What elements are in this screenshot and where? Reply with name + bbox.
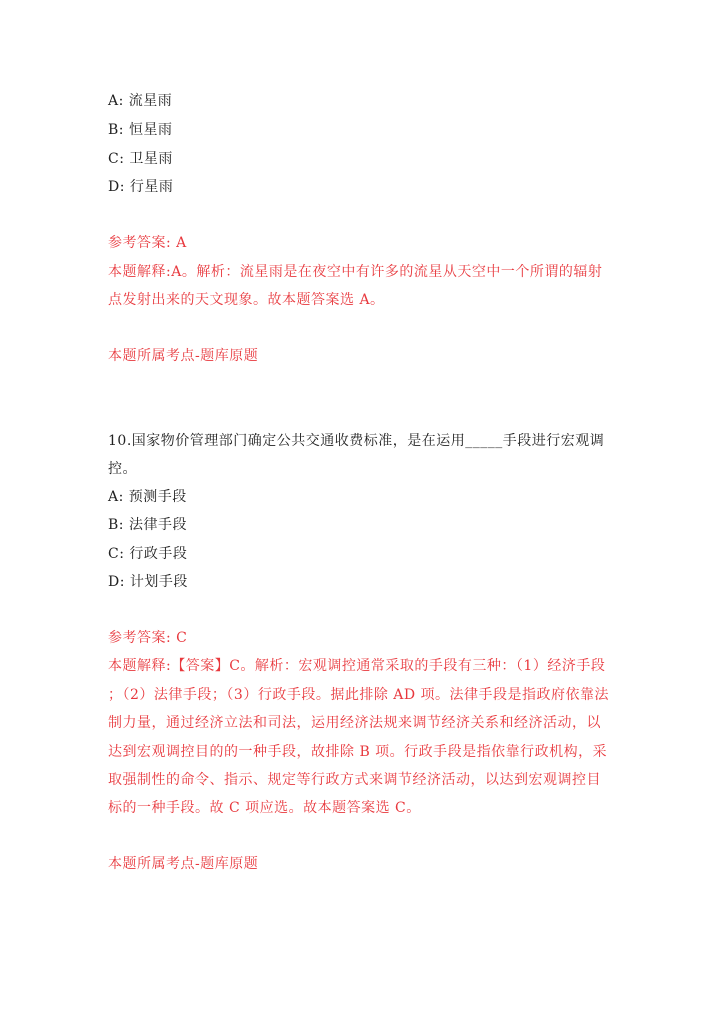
q10-option-c: C: 行政手段 (108, 546, 188, 562)
q9-explanation-line-1: 本题解释:A。解析：流星雨是在夜空中有许多的流星从天空中一个所谓的辐射 (108, 264, 603, 280)
q10-source: 本题所属考点-题库原题 (108, 856, 259, 872)
q10-answer: 参考答案: C (108, 630, 188, 646)
q9-option-d: D: 行星雨 (108, 179, 174, 195)
q10-explanation-line-6: 标的一种手段。故 C 项应选。故本题答案选 C。 (108, 800, 421, 816)
q10-option-b: B: 法律手段 (108, 517, 187, 533)
q10-option-a: A: 预测手段 (108, 489, 187, 505)
q10-explanation-line-2: ；（2）法律手段；（3）行政手段。据此排除 AD 项。法律手段是指政府依靠法 (108, 687, 610, 703)
q9-explanation-line-2: 点发射出来的天文现象。故本题答案选 A。 (108, 292, 385, 308)
q10-question-line-1: 10.国家物价管理部门确定公共交通收费标准，是在运用_____手段进行宏观调 (108, 433, 605, 449)
q9-option-c: C: 卫星雨 (108, 151, 173, 167)
q9-option-a: A: 流星雨 (108, 93, 173, 109)
q9-answer: 参考答案: A (108, 235, 187, 251)
q9-source: 本题所属考点-题库原题 (108, 348, 259, 364)
q10-explanation-line-1: 本题解释:【答案】C。解析：宏观调控通常采取的手段有三种：（1）经济手段 (108, 658, 606, 674)
q10-option-d: D: 计划手段 (108, 574, 188, 590)
q10-explanation-line-4: 达到宏观调控目的的一种手段，故排除 B 项。行政手段是指依靠行政机构，采 (108, 744, 608, 760)
q10-question-line-2: 控。 (108, 461, 137, 477)
q10-explanation-line-3: 制力量，通过经济立法和司法，运用经济法规来调节经济关系和经济活动，以 (108, 715, 601, 731)
q10-explanation-line-5: 取强制性的命令、指示、规定等行政方式来调节经济活动，以达到宏观调控目 (108, 772, 601, 788)
q9-option-b: B: 恒星雨 (108, 122, 173, 138)
